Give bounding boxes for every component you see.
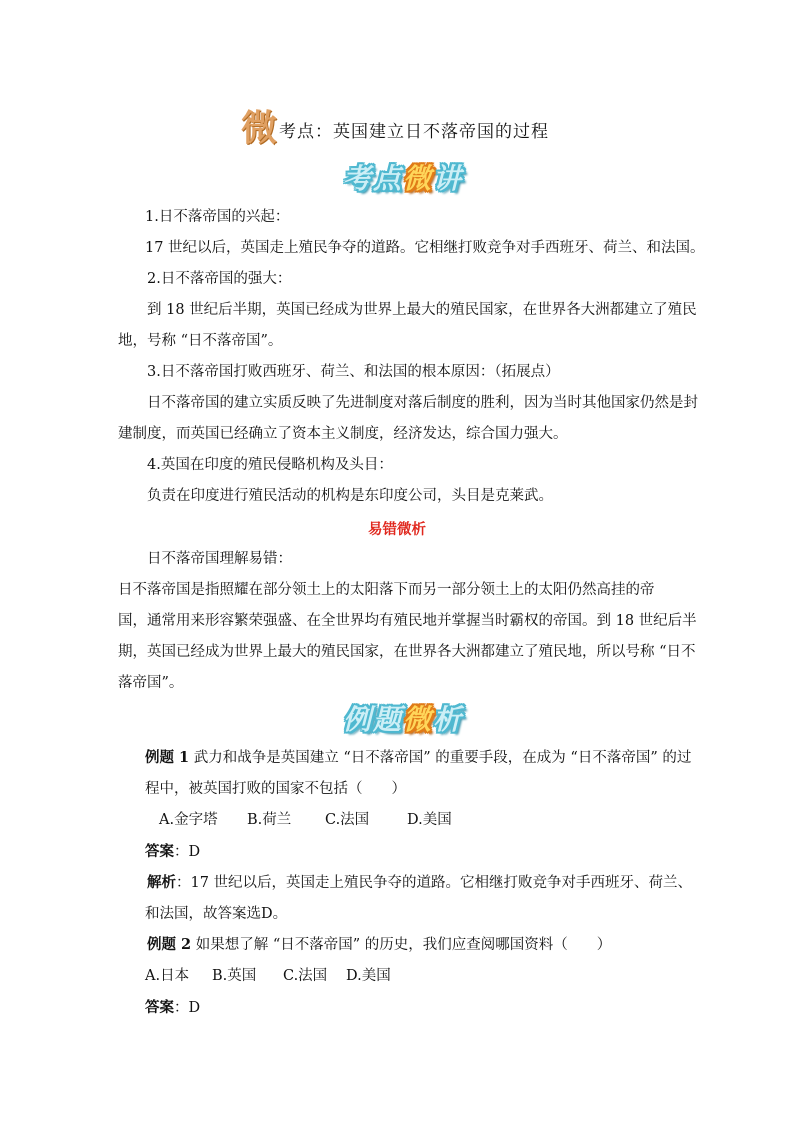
example-2-option-b: B.英国 <box>212 968 257 984</box>
example-1-answer <box>145 842 200 862</box>
example-1-answer-value: ：D <box>174 844 201 860</box>
example-1-analysis-text: ：17 世纪以后，英国走上殖民争夺的道路。它相继打败竞争对手西班牙、荷兰、 <box>176 875 693 891</box>
example-1-question-text: 武力和战争是英国建立 “日不落帝国” 的重要手段，在成为 “日不落帝国” 的过 <box>189 750 692 766</box>
point-4-heading: 4.英国在印度的殖民侵略机构及头目： <box>147 457 393 473</box>
banner-liti-weixi <box>343 703 463 737</box>
point-4-body: 负责在印度进行殖民活动的机构是东印度公司，头目是克莱武。 <box>147 488 553 504</box>
example-1-option-a: A.金字塔 <box>159 812 218 828</box>
banner-highlight: 微 <box>403 703 434 736</box>
example-2-question-line-1 <box>147 935 611 955</box>
example-2-answer <box>145 998 200 1018</box>
point-1-heading: 1.日不落帝国的兴起： <box>145 209 290 225</box>
example-1-analysis-label: 解析 <box>147 874 176 891</box>
point-3-body-line-2: 建制度，而英国已经确立了资本主义制度，经济发达，综合国力强大。 <box>118 426 568 442</box>
mistakes-line-1: 日不落帝国是指照耀在部分领土上的太阳落下而另一部分领土上的太阳仍然高挂的帝 <box>118 582 655 598</box>
example-1-option-b: B.荷兰 <box>247 812 292 828</box>
point-3-body-line-1: 日不落帝国的建立实质反映了先进制度对落后制度的胜利，因为当时其他国家仍然是封 <box>147 395 698 411</box>
point-2-body-line-1: 到 18 世纪后半期，英国已经成为世界上最大的殖民国家，在世界各大洲都建立了殖民 <box>147 302 697 318</box>
title-text: 考点：英国建立日不落帝国的过程 <box>279 122 550 142</box>
example-1-label: 例题 1 <box>145 749 190 766</box>
example-2-question-text: 如果想了解 “日不落帝国” 的历史，我们应查阅哪国资料（ ） <box>191 937 612 953</box>
example-1-option-c: C.法国 <box>325 812 370 828</box>
banner-part: 例题 <box>343 703 404 736</box>
example-2-option-a: A.日本 <box>145 968 190 984</box>
page-title <box>241 108 549 148</box>
mistakes-line-3: 期，英国已经成为世界上最大的殖民国家，在世界各大洲都建立了殖民地，所以号称 “日不 <box>118 644 696 660</box>
example-1-question-line-1 <box>145 748 691 768</box>
example-1-analysis-line-1 <box>147 873 692 893</box>
example-2-option-c: C.法国 <box>283 968 328 984</box>
example-1-option-d: D.美国 <box>407 812 452 828</box>
point-2-heading: 2.日不落帝国的强大： <box>147 271 292 287</box>
example-1-answer-label: 答案 <box>145 843 174 860</box>
point-3-heading: 3.日不落帝国打败西班牙、荷兰、和法国的根本原因：（拓展点） <box>147 364 560 380</box>
banner-part: 讲 <box>433 162 464 195</box>
point-1-body: 17 世纪以后，英国走上殖民争夺的道路。它相继打败竞争对手西班牙、荷兰、和法国。 <box>145 240 705 256</box>
banner-kaodian-weijiang <box>343 162 463 196</box>
point-2-body-line-2: 地，号称 “日不落帝国”。 <box>118 333 283 349</box>
example-1-analysis-line-2: 和法国，故答案选D。 <box>145 906 288 922</box>
mistakes-intro: 日不落帝国理解易错： <box>147 551 292 567</box>
banner-highlight: 微 <box>403 162 434 195</box>
banner-part: 析 <box>433 703 464 736</box>
example-1-question-line-2: 程中，被英国打败的国家不包括（ ） <box>145 781 406 797</box>
example-2-answer-label: 答案 <box>145 999 174 1016</box>
mistakes-line-4: 落帝国”。 <box>118 675 184 691</box>
mistakes-heading: 易错微析 <box>368 521 426 538</box>
mistakes-line-2: 国，通常用来形容繁荣强盛、在全世界均有殖民地并掌握当时霸权的帝国。到 18 世纪后半 <box>118 613 697 629</box>
banner-part: 考点 <box>343 162 404 195</box>
title-glyph: 微 <box>241 107 278 149</box>
example-2-label: 例题 2 <box>147 936 192 953</box>
example-2-option-d: D.美国 <box>346 968 391 984</box>
example-2-answer-value: ：D <box>174 1000 201 1016</box>
